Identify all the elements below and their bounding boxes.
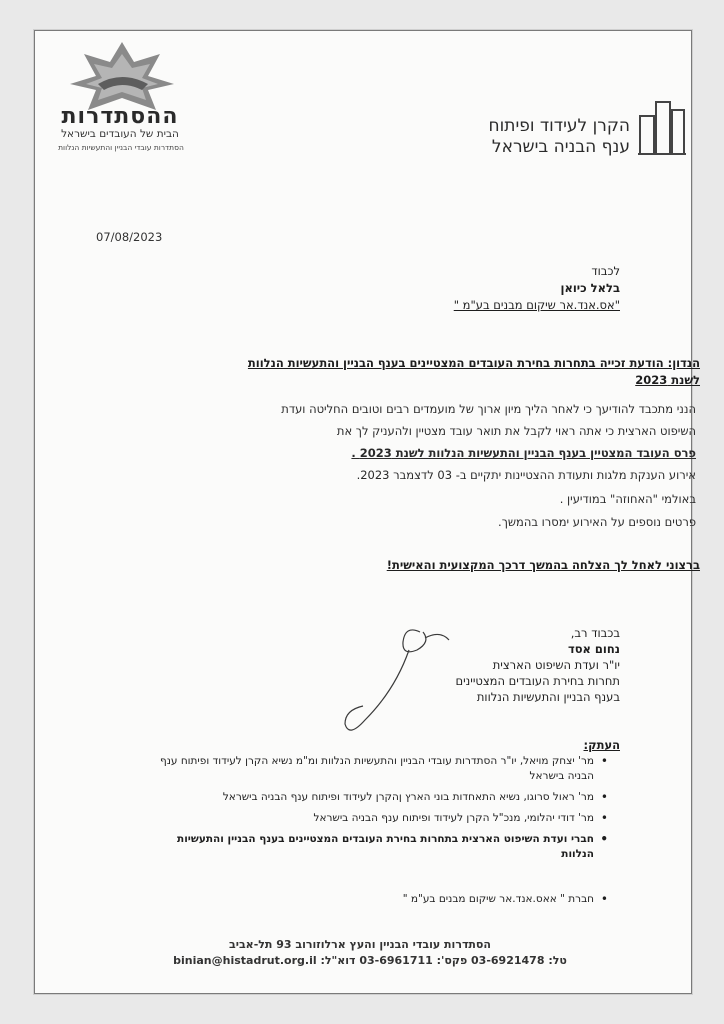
histadrut-name: ההסתדרות: [61, 104, 179, 129]
histadrut-tagline: הבית של העובדים בישראל: [61, 128, 179, 140]
cc-list: [160, 754, 608, 913]
signatory-name: נחום אסד: [567, 642, 620, 656]
signatory-title-2: תחרות בחירת העובדים המצטיינים: [455, 674, 620, 688]
fund-name-line2: ענף הבניה בישראל: [491, 137, 630, 157]
signatory-title-1: יו"ר ועדת השיפוט הארצית: [492, 658, 620, 672]
closing-wish: ברצוני לאחל לך הצלחה בהמשך דרכך המקצועית והאישית!: [386, 558, 700, 572]
recipient-company: "אס.אנד.אר שיקום מבנים בע"מ ": [453, 298, 620, 312]
details-line: פרטים נוספים על האירוע ימסרו בהמשך.: [498, 515, 696, 529]
histadrut-union-name: הסתדרות עובדי הבניין והתעשיות הנלוות: [58, 143, 184, 152]
cc-heading: העתק:: [583, 738, 620, 752]
body-line-2: השיפוט הארצית כי אתה ראוי לקבל את תואר עובד מצטיין ולהעניק לך את: [336, 424, 696, 438]
signatory-title-3: בענף הבניין והתעשיות הנלוות: [476, 690, 620, 704]
cc-item: • חברת " אאס.אנד.אר שיקום מבנים בע"מ ": [160, 892, 608, 907]
letter-date: 07/08/2023: [96, 230, 163, 244]
venue-line: באולמי "האחוזה" במודיעין .: [559, 492, 696, 506]
histadrut-logo-icon: [52, 40, 192, 110]
subject-line-2: לשנת 2023: [635, 373, 700, 387]
cc-item: • מר' דודי יהלומי, מנכ"ל הקרן לעידוד ופיתוח ענף הבניה בישראל: [160, 811, 608, 826]
recipient-salutation: לכבוד: [591, 264, 620, 278]
body-line-1: הנני מתכבד להודיעך כי לאחר הליך מיון ארוך של מועמדים רבים וטובים החליטה ועדת: [281, 402, 696, 416]
signature-closing: בכבוד רב,: [570, 626, 620, 640]
building-fund-logo-icon: [636, 98, 688, 156]
cc-item: • מר' יצחק מויאל, יו"ר הסתדרות עובדי הבניין והתעשיות הנלוות ומ"מ נשיא הקרן לעידוד ופיתוח ענף הבניה בישראל: [160, 754, 608, 784]
footer-contact: טל: 03-6921478 פקס': 03-6961711 דוא"ל: binian@histadrut.org.il: [173, 954, 567, 967]
subject-line-1: הנדון: הודעת זכייה בתחרות בחירת העובדים המצטיינים בענף הבניין והתעשיות הנלוות: [247, 356, 700, 370]
cc-item: • חברי ועדת השיפוט הארצית בתחרות בחירת העובדים המצטיינים בענף הבניין והתעשיות הנלוות: [160, 832, 608, 862]
cc-item: • מר' ראול סרוגו, נשיא התאחדות בוני הארץ ןהקרן לעידוד ופיתוח ענף הבניה בישראל: [160, 790, 608, 805]
prize-title: פרס העובד המצטיין בענף הבניין והתעשיות הנלוות לשנת 2023 .: [351, 446, 696, 460]
fund-name-line1: הקרן לעידוד ופיתוח: [488, 116, 630, 136]
recipient-name: בלאל כיואן: [560, 281, 620, 295]
footer-address: הסתדרות עובדי הבניין והעץ ארלוזורוב 93 תל-אביב: [229, 938, 491, 951]
event-date-line: אירוע הענקת מלגות ותעודת ההצטיינות יתקיים ב- 03 לדצמבר 2023.: [356, 468, 696, 482]
